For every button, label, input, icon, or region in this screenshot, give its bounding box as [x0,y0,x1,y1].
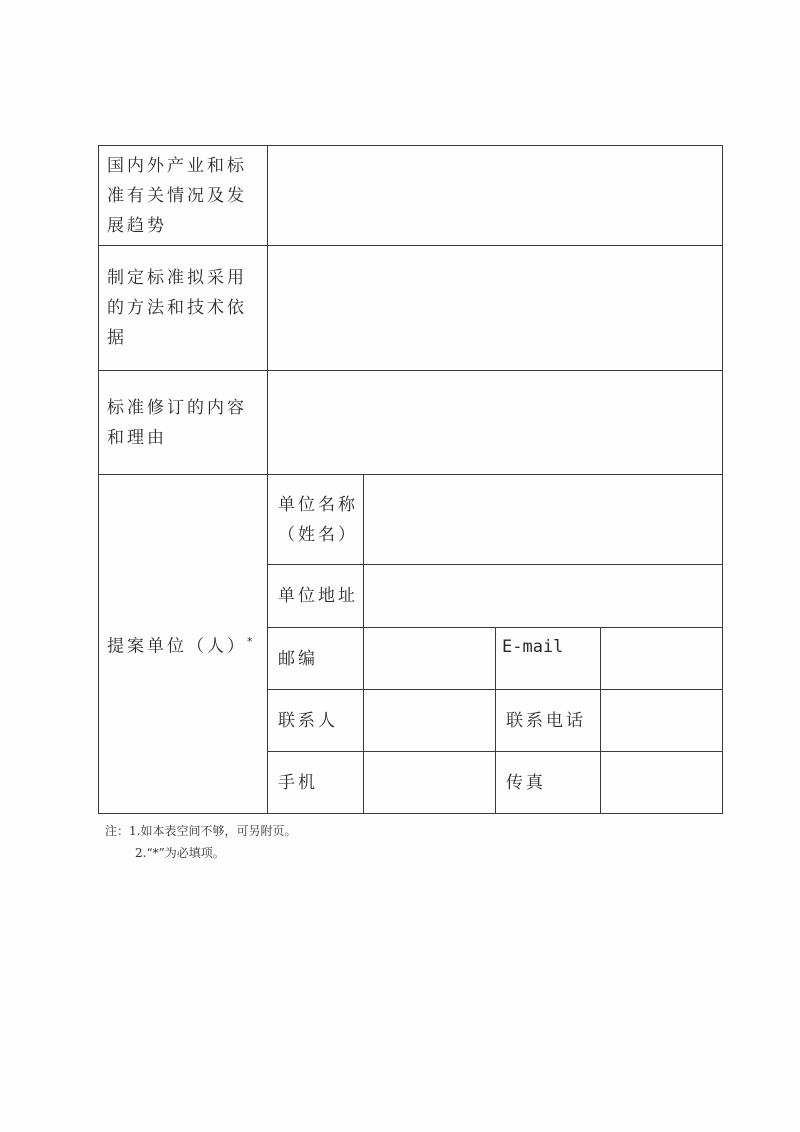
unit-address-label: 单位地址 [268,565,364,628]
footnotes [105,820,296,864]
contact-person-label: 联系人 [268,690,364,752]
revision-content-label: 标准修订的内容和理由 [99,371,268,475]
industry-trend-label: 国内外产业和标准有关情况及发展趋势 [99,146,268,246]
proposer-label: 提案单位（人） [107,636,247,657]
proposer-label-cell [99,475,268,814]
note-1: 注：1.如本表空间不够，可另附页。 [105,824,297,838]
mobile-label: 手机 [268,752,364,814]
unit-name-field[interactable] [364,475,723,565]
postcode-label: 邮编 [268,628,364,690]
email-field[interactable] [601,628,723,690]
method-basis-field[interactable] [268,246,723,371]
row-revision-content [99,371,723,475]
email-label: E-mail [496,628,601,690]
method-basis-label: 制定标准拟采用的方法和技术依据 [99,246,268,371]
proposal-form-table [98,145,723,814]
required-mark: * [247,634,253,648]
revision-content-field[interactable] [268,371,723,475]
contact-phone-label: 联系电话 [496,690,601,752]
fax-label: 传真 [496,752,601,814]
unit-name-label: 单位名称（姓名） [268,475,364,565]
fax-field[interactable] [601,752,723,814]
mobile-field[interactable] [364,752,496,814]
contact-person-field[interactable] [364,690,496,752]
contact-phone-field[interactable] [601,690,723,752]
row-method-basis [99,246,723,371]
row-unit-name [99,475,723,565]
row-industry-trend [99,146,723,246]
unit-address-field[interactable] [364,565,723,628]
industry-trend-field[interactable] [268,146,723,246]
note-2: 2.“*”为必填项。 [135,846,225,860]
postcode-field[interactable] [364,628,496,690]
